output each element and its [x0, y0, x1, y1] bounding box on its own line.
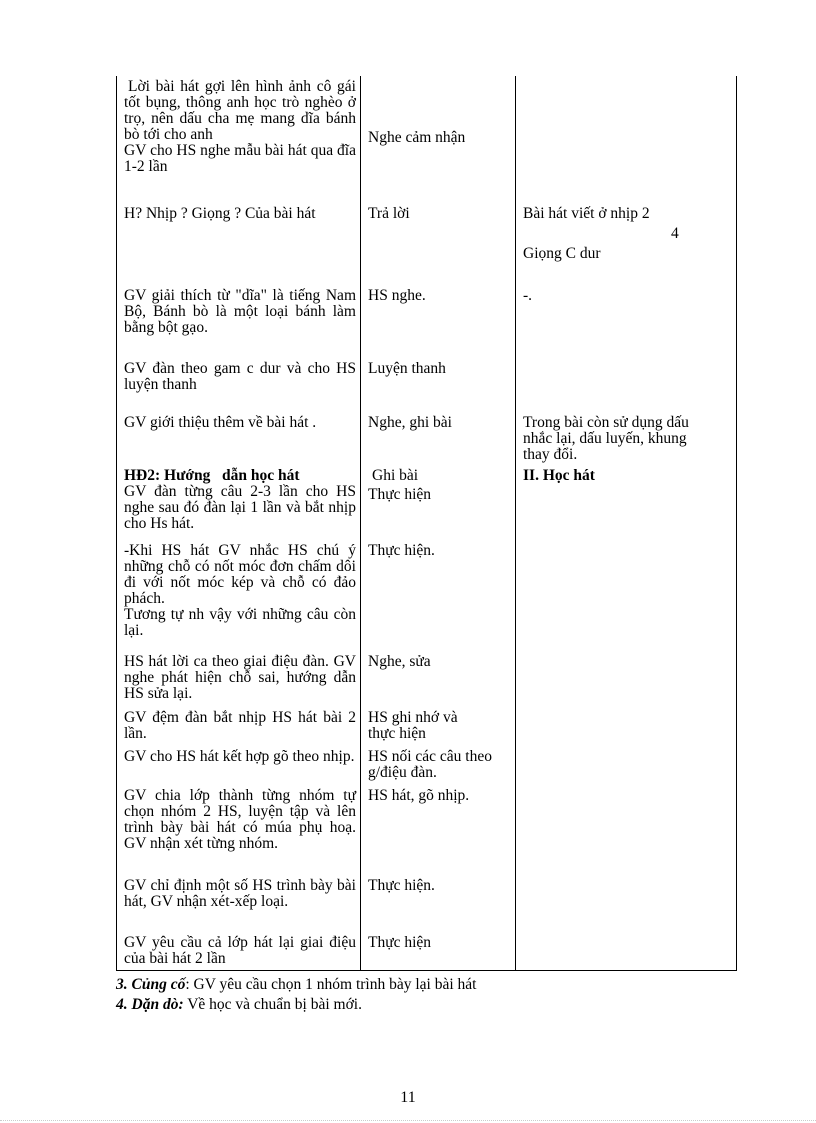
row-content-text: Bài hát viết ở nhịp 2 — [523, 205, 650, 222]
footer-text: Về học và chuẩn bị bài mới. — [183, 996, 362, 1013]
row-student-text: HS nghe. — [368, 287, 426, 304]
row-student-text: Luyện thanh — [368, 360, 446, 377]
row-activity-text: GV đàn từng câu 2-3 lần cho HS nghe sau đó đàn lại 1 lần và bắt nhịp cho Hs hát. — [124, 483, 356, 532]
table-border-bottom — [116, 970, 737, 971]
row-student-text: HS nối các câu theo g/điệu đàn. — [368, 748, 492, 781]
table-row — [124, 79, 356, 175]
table-row — [124, 468, 356, 532]
page-bottom-divider — [0, 1120, 816, 1121]
footer-text: : GV yêu cầu chọn 1 nhóm trình bày lại bài hát — [185, 976, 477, 993]
row-activity-text: GV giải thích từ "dĩa" là tiếng Nam Bộ, Bánh bò là một loại bánh làm bằng bột gạo. — [124, 287, 356, 336]
section-heading-content: II. Học hát — [523, 467, 595, 484]
table-row — [124, 361, 356, 393]
table-border-left — [116, 76, 117, 970]
row-activity-text: H? Nhịp ? Giọng ? Của bài hát — [124, 205, 316, 222]
row-student-text: HS ghi nhớ và thực hiện — [368, 709, 458, 742]
section-heading: HĐ2: Hướng dẫn học hát — [124, 467, 300, 484]
table-row — [124, 654, 356, 702]
row-student-text: Thực hiện. — [368, 877, 435, 894]
table-row — [124, 788, 356, 852]
row-activity-text: GV giới thiệu thêm về bài hát . — [124, 414, 317, 431]
table-border-right — [736, 76, 737, 970]
row-content-text: -. — [523, 287, 533, 304]
table-row — [124, 288, 356, 336]
row-content-text: Trong bài còn sử dụng dấu nhắc lại, dấu luyến, khung thay đổi. — [523, 414, 689, 463]
row-student-text: Nghe, sửa — [368, 653, 431, 670]
table-row — [124, 415, 356, 431]
row-activity-text: GV đàn theo gam c dur và cho HS luyện thanh — [124, 360, 356, 393]
footer-label: 3. Củng cố — [116, 976, 186, 993]
row-student-text: HS hát, gõ nhịp. — [368, 787, 470, 804]
row-activity-text: -Khi HS hát GV nhắc HS chú ý những chỗ có nốt móc đơn chấm dôi đi với nốt móc kép và chỗ có đảo phách. — [124, 542, 356, 607]
table-row — [124, 935, 356, 967]
row-student-text: Trả lời — [368, 205, 410, 222]
row-student-text: Thực hiện. — [368, 542, 435, 559]
row-student-text: Nghe, ghi bài — [368, 414, 452, 431]
table-row — [124, 749, 356, 765]
footer-label: 4. Dặn dò: — [116, 996, 184, 1013]
row-activity-text: GV cho HS hát kết hợp gõ theo nhịp. — [124, 748, 355, 765]
row-student-text: Nghe cảm nhận — [368, 129, 466, 146]
row-activity-text: GV chỉ định một số HS trình bày bài hát, GV nhận xét-xếp loại. — [124, 877, 356, 910]
row-activity-text: GV chia lớp thành từng nhóm tự chọn nhóm 2 HS, luyện tập và lên trình bày bài hát có múa phụ hoạ. GV nhận xét từng nhóm. — [124, 787, 356, 852]
row-activity-text: HS hát lời ca theo giai điệu đàn. GV nghe phát hiện chỗ sai, hướng dẫn HS sửa lại. — [124, 653, 356, 702]
table-row — [124, 878, 356, 910]
row-activity-text: GV đệm đàn bắt nhịp HS hát bài 2 lần. — [124, 709, 356, 742]
table-row — [124, 543, 356, 639]
footer-homework — [116, 996, 362, 1013]
row-student-text: Ghi bài — [372, 467, 419, 484]
table-border-col2 — [360, 76, 361, 970]
table-border-col3 — [515, 76, 516, 970]
footer-consolidation — [116, 976, 476, 993]
row-activity-text: Tương tự nh vậy với những câu còn lại. — [124, 606, 356, 639]
row-student-text: Thực hiện — [368, 486, 432, 503]
row-activity-text: GV yêu cầu cả lớp hát lại giai điệu của bài hát 2 lần — [124, 934, 356, 967]
row-content-text: Giọng C dur — [523, 245, 601, 262]
time-signature-denominator: 4 — [671, 225, 679, 242]
row-activity-text: GV cho HS nghe mẫu bài hát qua đĩa 1-2 lần — [124, 142, 356, 175]
table-row — [124, 710, 356, 742]
page-number: 11 — [400, 1089, 416, 1106]
row-student-text: Thực hiện — [368, 934, 432, 951]
row-activity-text: Lời bài hát gợi lên hình ảnh cô gái tốt bụng, thông anh học trò nghèo ở trọ, nên dấu cha mẹ mang dĩa bánh bò tới cho anh — [124, 78, 356, 143]
table-row — [124, 206, 356, 222]
